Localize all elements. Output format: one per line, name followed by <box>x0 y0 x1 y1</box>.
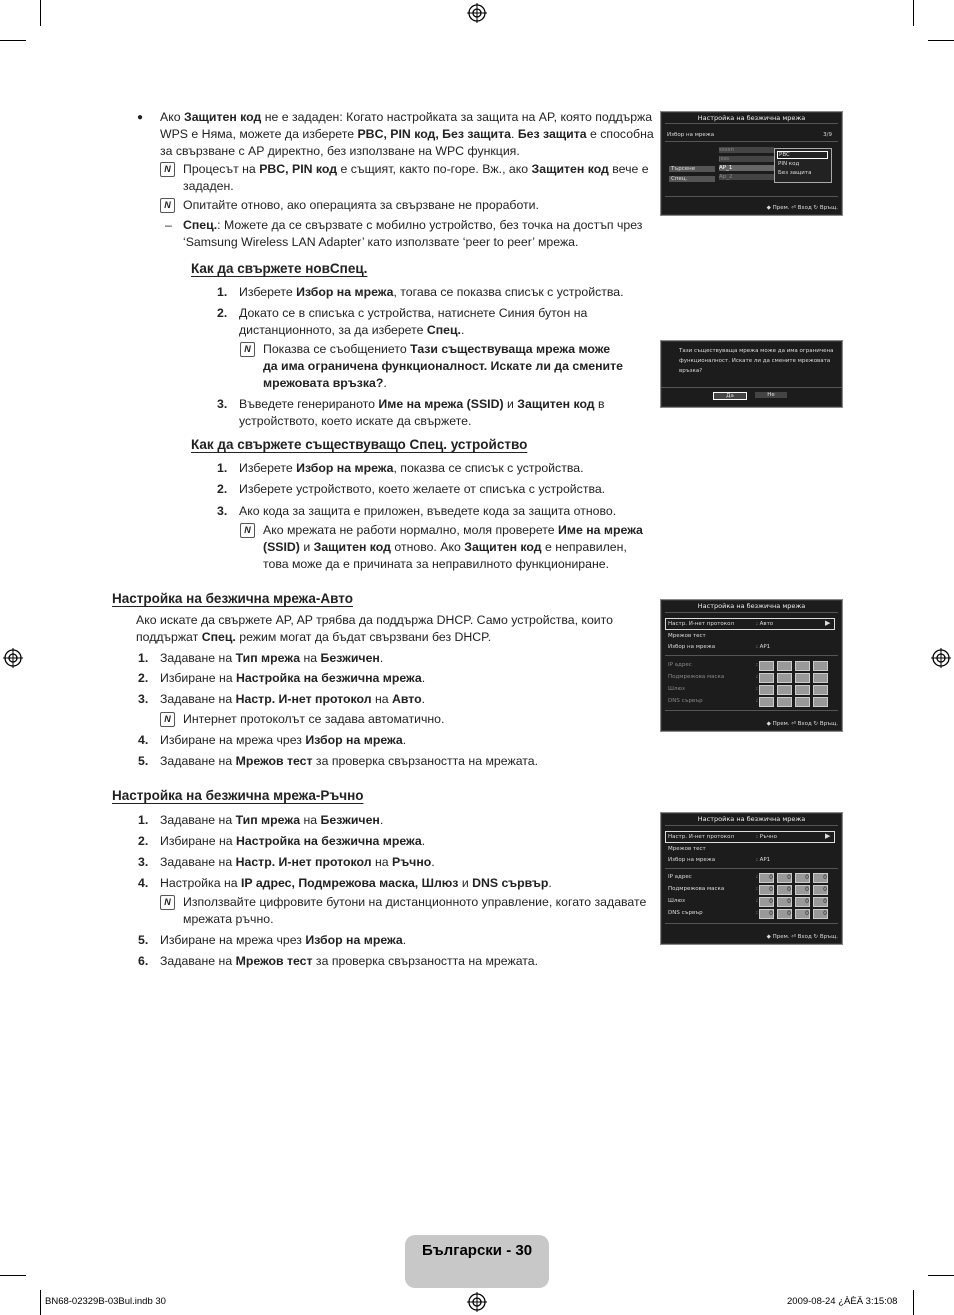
step-text: Задаване на Мрежов тест за проверка свързаността на мрежата. <box>160 954 539 968</box>
protocol-value[interactable]: : Авто <box>756 621 774 627</box>
ip-octet-field[interactable] <box>813 673 828 683</box>
note-icon: N <box>160 198 175 213</box>
print-date: 2009-08-24 ¿ÀÈÄ 3:15:08 <box>787 1296 898 1307</box>
ip-octet-field[interactable] <box>759 697 774 707</box>
crop-mark <box>40 0 41 26</box>
dialog-message: функционалност. Искате ли да смените мрежовата <box>679 358 831 364</box>
registration-mark-icon <box>467 3 487 23</box>
tv-screen-manual-settings <box>660 812 843 945</box>
subnet-label: Подмрежова маска <box>668 674 725 680</box>
network-list-item[interactable]: ssssn <box>719 147 774 153</box>
ip-separator: : <box>756 662 758 668</box>
screen-label: Избор на мрежа <box>667 132 715 138</box>
note-text: Ако мрежата не работи нормално, моля проверете Име на мрежа (SSID) и Защитен код отново. Ако Защитен код е неправилен, това може да е причината за неправилното функциониране. <box>263 523 643 571</box>
dash-marker: – <box>165 218 172 232</box>
screen-footer: ◆ Прем. ⏎ Вход ↻ Връщ. <box>766 721 838 727</box>
arrow-right-icon: ▶ <box>825 619 831 627</box>
note-text: Процесът на PBC, PIN код е същият, както по-горе. Вж., ако Защитен код вече е зададен. <box>183 162 649 193</box>
ip-octet-field[interactable]: 0 <box>795 873 810 883</box>
step-text: Задаване на Мрежов тест за проверка свързаността на мрежата. <box>160 754 539 768</box>
step-text: Задаване на Настр. И-нет протокол на Авто. <box>160 692 426 706</box>
bullet-paragraph: Ако Защитен код не е зададен: Когато настройката за защита на AP, която поддържа WPS е Няма, можете да изберете PBC, PIN код, Без защита. Без защита е способна за свързване с AP директно, без използване на WPC функция. <box>160 110 654 158</box>
section-heading: Как да свържете новСпец. <box>191 261 368 276</box>
registration-mark-icon <box>3 648 23 668</box>
note-icon: N <box>160 712 175 727</box>
note-icon: N <box>240 342 255 357</box>
ip-octet-field[interactable] <box>777 685 792 695</box>
step-text: Избиране на мрежа чрез Избор на мрежа. <box>160 933 407 947</box>
step-text: Докато се в списъка с устройства, натиснете Синия бутон на дистанционното, за да изберете Спец.. <box>239 306 588 337</box>
ip-octet-field[interactable]: 0 <box>759 885 774 895</box>
ip-octet-field[interactable]: 0 <box>777 897 792 907</box>
network-test-item[interactable]: Мрежов тест <box>668 633 706 639</box>
dialog-message: Тази съществуваща мрежа може да има ограничена <box>679 348 834 354</box>
ip-separator: : <box>756 874 758 880</box>
step-number: 3. <box>138 855 149 869</box>
step-number: 2. <box>138 834 149 848</box>
ip-octet-field[interactable]: 0 <box>813 897 828 907</box>
note-text: Използвайте цифровите бутони на дистанционното управление, когато задавате мрежата ръчно. <box>183 895 647 926</box>
registration-mark-icon <box>467 1292 487 1312</box>
step-number: 5. <box>138 754 149 768</box>
note-text: Показва се съобщението Тази съществуваща мрежа може да има ограничена функционалност. Искате ли да смените мрежовата връзка?. <box>263 342 623 390</box>
screen-count: 3/9 <box>823 132 832 138</box>
ip-octet-field[interactable]: 0 <box>759 873 774 883</box>
note-icon: N <box>160 162 175 177</box>
search-button[interactable]: Търсене <box>669 166 715 172</box>
dash-text: Спец.: Можете да се свързвате с мобилно устройство, без точка на достъп чрез ‘Samsung Wireless LAN Adapter’ като използвате ‘peer to peer’ мрежа. <box>183 218 643 249</box>
step-number: 3. <box>217 504 228 518</box>
protocol-label: Настр. И-нет протокол <box>668 834 734 840</box>
ip-address-label: IP адрес <box>668 662 692 668</box>
ip-separator: : <box>756 898 758 904</box>
ip-octet-field[interactable] <box>777 697 792 707</box>
ip-octet-field[interactable]: 0 <box>813 909 828 919</box>
adhoc-button[interactable]: Спец. <box>669 176 715 182</box>
ip-separator: : <box>756 698 758 704</box>
screen-title: Настройка на безжична мрежа <box>697 815 806 823</box>
option-pbc[interactable]: PBC <box>777 151 828 159</box>
crop-mark <box>0 1275 26 1276</box>
network-select-value[interactable]: : AP1 <box>756 857 771 863</box>
protocol-value[interactable]: : Ръчно <box>756 834 778 840</box>
ip-octet-field[interactable]: 0 <box>813 873 828 883</box>
ip-octet-field[interactable]: 0 <box>795 909 810 919</box>
crop-mark <box>913 1290 914 1315</box>
step-text: Изберете Избор на мрежа, тогава се показва списък с устройства. <box>239 285 624 299</box>
dns-label: DNS сървър <box>668 910 703 916</box>
step-number: 4. <box>138 733 149 747</box>
step-number: 2. <box>217 306 228 320</box>
ip-octet-field[interactable] <box>795 697 810 707</box>
tv-screen-auto-settings <box>660 599 843 732</box>
note-icon: N <box>160 895 175 910</box>
crop-mark <box>928 1275 954 1276</box>
step-text: Избиране на мрежа чрез Избор на мрежа. <box>160 733 407 747</box>
step-number: 4. <box>138 876 149 890</box>
ip-octet-field[interactable]: 0 <box>777 885 792 895</box>
network-test-item[interactable]: Мрежов тест <box>668 846 706 852</box>
protocol-label: Настр. И-нет протокол <box>668 621 734 627</box>
option-pin[interactable]: PIN код <box>778 161 800 167</box>
crop-mark <box>40 1290 41 1315</box>
crop-mark <box>913 0 914 26</box>
step-number: 1. <box>217 461 228 475</box>
ip-octet-field[interactable] <box>795 685 810 695</box>
tv-screen-network-select <box>660 111 843 216</box>
section-heading: Настройка на безжична мрежа-Авто <box>112 591 353 606</box>
file-info: BN68-02329B-03Bul.indb 30 <box>45 1296 166 1307</box>
network-select-value[interactable]: : AP1 <box>756 644 771 650</box>
ip-octet-field[interactable]: 0 <box>795 897 810 907</box>
ip-separator: : <box>756 886 758 892</box>
ip-octet-field[interactable]: 0 <box>795 885 810 895</box>
step-number: 6. <box>138 954 149 968</box>
step-number: 3. <box>217 397 228 411</box>
gateway-label: Шлюз <box>668 898 685 904</box>
subnet-label: Подмрежова маска <box>668 886 725 892</box>
page-number-tab <box>405 1235 549 1288</box>
registration-mark-icon <box>931 648 951 668</box>
ip-octet-field[interactable]: 0 <box>759 909 774 919</box>
ip-octet-field[interactable] <box>813 661 828 671</box>
step-text: Избиране на Настройка на безжична мрежа. <box>160 671 426 685</box>
step-number: 1. <box>138 813 149 827</box>
ip-octet-field[interactable] <box>777 661 792 671</box>
section-heading: Настройка на безжична мрежа-Ръчно <box>112 788 364 803</box>
crop-mark <box>928 40 954 41</box>
ip-octet-field[interactable]: 0 <box>777 909 792 919</box>
tv-screen-confirm-dialog <box>660 340 843 408</box>
no-button[interactable]: Не <box>755 392 787 398</box>
step-text: Избиране на Настройка на безжична мрежа. <box>160 834 426 848</box>
step-text: Въведете генерираното Име на мрежа (SSID) и Защитен код в устройството, което искате да свържете. <box>239 397 605 428</box>
step-number: 3. <box>138 692 149 706</box>
screen-title: Настройка на безжична мрежа <box>697 602 806 610</box>
option-no-security[interactable]: Без защита <box>778 170 812 176</box>
security-popup <box>774 148 832 183</box>
ip-octet-field[interactable] <box>759 661 774 671</box>
ip-separator: : <box>756 910 758 916</box>
ip-octet-field[interactable]: 0 <box>813 885 828 895</box>
screen-footer: ◆ Прем. ⏎ Вход ↻ Връщ. <box>766 934 838 940</box>
ip-octet-field[interactable] <box>813 697 828 707</box>
ip-address-label: IP адрес <box>668 874 692 880</box>
step-number: 2. <box>138 671 149 685</box>
note-icon: N <box>240 523 255 538</box>
step-text: Изберете Избор на мрежа, показва се списък с устройства. <box>239 461 584 475</box>
step-number: 1. <box>217 285 228 299</box>
crop-mark <box>0 40 26 41</box>
network-select-label: Избор на мрежа <box>668 644 716 650</box>
step-number: 5. <box>138 933 149 947</box>
network-list-item[interactable]: AP_1 <box>719 165 774 171</box>
dialog-message: връзка? <box>679 368 703 374</box>
note-text: Опитайте отново, ако операцията за свързване не проработи. <box>183 198 539 212</box>
ip-octet-field[interactable]: 0 <box>759 897 774 907</box>
step-text: Настройка на IP адрес, Подмрежова маска, Шлюз и DNS сървър. <box>160 876 552 890</box>
ip-octet-field[interactable] <box>813 685 828 695</box>
ip-octet-field[interactable] <box>795 673 810 683</box>
intro-paragraph: Ако искате да свържете AP, AP трябва да поддържа DHCP. Само устройства, които поддържат Спец. режим могат да бъдат свързвани без DHCP. <box>136 613 613 644</box>
network-list-item[interactable]: jsss <box>719 156 774 162</box>
bullet-icon: ● <box>137 112 144 123</box>
ip-octet-field[interactable] <box>777 673 792 683</box>
network-select-label: Избор на мрежа <box>668 857 716 863</box>
page-number: Български - 30 <box>421 1242 533 1259</box>
yes-button[interactable]: Да <box>713 392 747 400</box>
network-list-item[interactable]: Ap_2 <box>719 174 774 180</box>
dns-label: DNS сървър <box>668 698 703 704</box>
ip-separator: : <box>756 674 758 680</box>
step-text: Ако кода за защита е приложен, въведете кода за защита отново. <box>239 504 617 518</box>
section-heading: Как да свържете съществуващо Спец. устройство <box>191 437 528 452</box>
step-text: Задаване на Тип мрежа на Безжичен. <box>160 813 384 827</box>
step-text: Задаване на Тип мрежа на Безжичен. <box>160 651 384 665</box>
ip-separator: : <box>756 686 758 692</box>
screen-title: Настройка на безжична мрежа <box>697 114 806 122</box>
ip-octet-field[interactable] <box>759 685 774 695</box>
step-text: Задаване на Настр. И-нет протокол на Ръчно. <box>160 855 435 869</box>
ip-octet-field[interactable] <box>759 673 774 683</box>
note-text: Интернет протоколът се задава автоматично. <box>183 712 445 726</box>
screen-footer: ◆ Прем. ⏎ Вход ↻ Връщ. <box>766 205 838 211</box>
arrow-right-icon: ▶ <box>825 832 831 840</box>
gateway-label: Шлюз <box>668 686 685 692</box>
step-number: 2. <box>217 482 228 496</box>
ip-octet-field[interactable]: 0 <box>777 873 792 883</box>
ip-octet-field[interactable] <box>795 661 810 671</box>
step-text: Изберете устройството, което желаете от списъка с устройства. <box>239 482 606 496</box>
step-number: 1. <box>138 651 149 665</box>
